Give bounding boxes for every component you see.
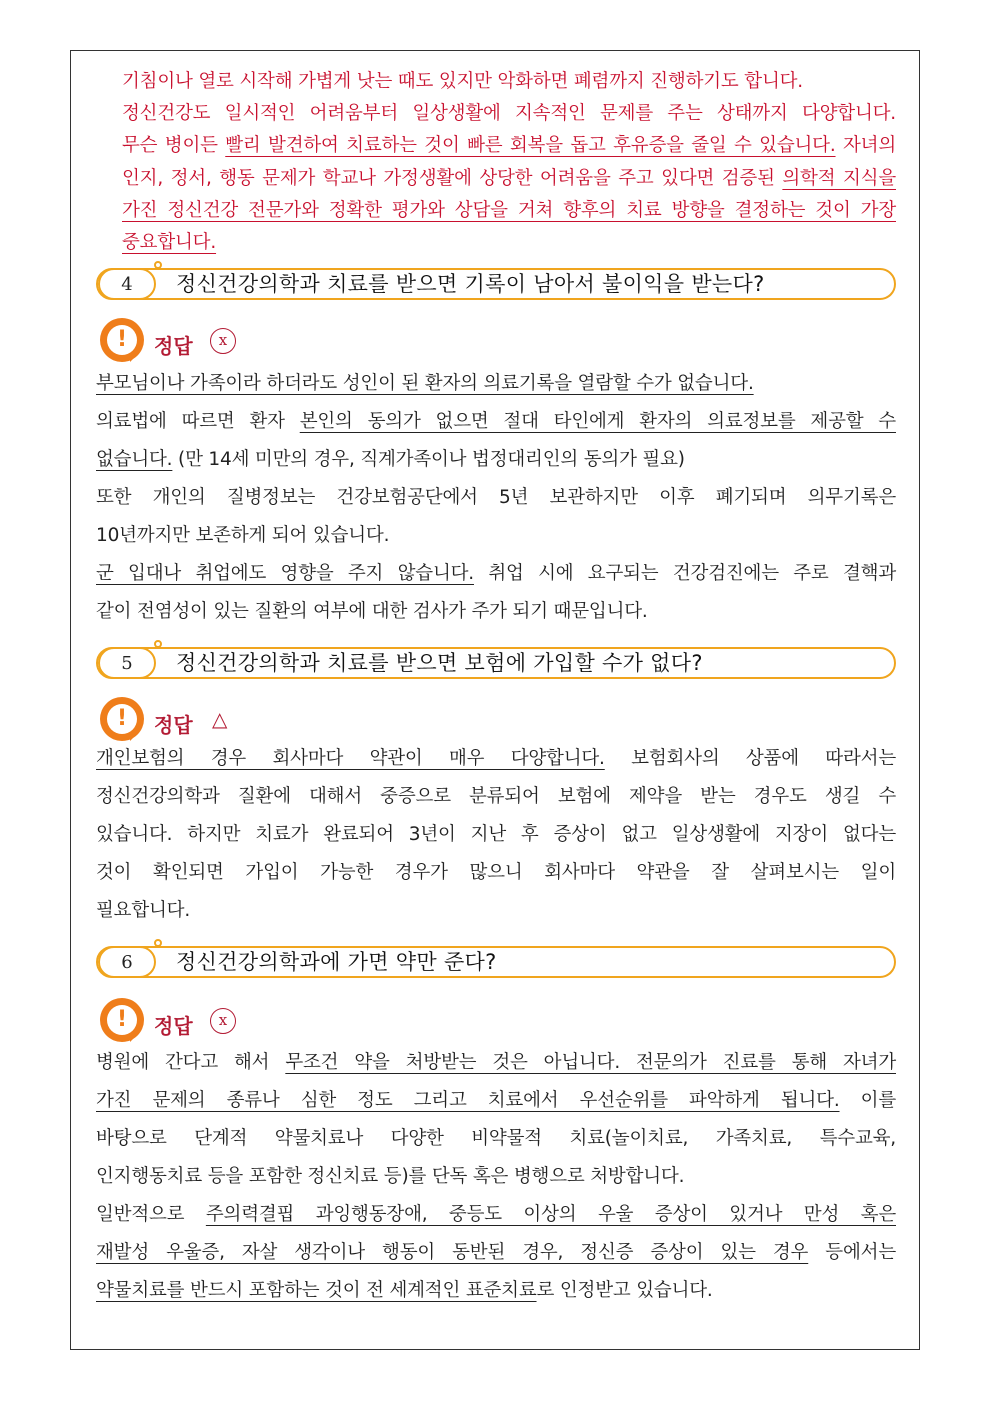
- text-segment: 10년까지만 보존하게 되어 있습니다.: [96, 525, 390, 546]
- underlined-text: 부모님이나 가족이라 하더라도 성인이 된 환자의 의료기록을 열람할 수가 없습니다.: [96, 373, 754, 394]
- text-segment: 같이 전염성이 있는 질환의 여부에 대한 검사가 주가 되기 때문입니다.: [96, 601, 648, 622]
- text-line: [96, 442, 896, 478]
- text-segment: 있습니다. 하지만 치료가 완료되어 3년이 지난 후 증상이 없고 일상생활에 지장이 없다는: [96, 824, 896, 845]
- answer-label: 정답: [154, 713, 193, 737]
- text-segment: 정신건강도 일시적인 어려움부터 일상생활에 지속적인 문제를 주는 상태까지 다양합니다.: [122, 103, 896, 124]
- underlined-text: 개인보험의 경우 회사마다 약관이 매우 다양합니다.: [96, 748, 605, 769]
- text-segment: 무슨 병이든: [122, 135, 226, 156]
- text-line: [122, 193, 896, 229]
- underlined-text: 군 입대나 취업에도 영향을 주지 않습니다.: [96, 563, 474, 584]
- underlined-text: 없습니다.: [96, 449, 173, 470]
- question-text: 정신건강의학과에 가면 약만 준다?: [176, 950, 497, 974]
- text-line: [96, 1159, 896, 1195]
- text-line: [96, 893, 896, 929]
- underlined-text: 재발성 우울증, 자살 생각이나 행동이 동반된 경우, 정신증 증상이 있는 경우: [96, 1242, 809, 1263]
- text-segment: 정신건강의학과 질환에 대해서 중증으로 분류되어 보험에 제약을 받는 경우도 생길 수: [96, 786, 896, 807]
- text-line: [96, 1083, 896, 1119]
- text-line: [96, 779, 896, 815]
- answer-label: 정답: [154, 334, 193, 358]
- question-number: 5: [98, 647, 156, 679]
- text-line: [96, 518, 896, 554]
- text-line: [122, 161, 896, 197]
- text-line: [96, 817, 896, 853]
- text-line: [96, 556, 896, 592]
- text-line: [96, 1121, 896, 1157]
- text-line: [122, 64, 896, 100]
- text-segment: 자녀의: [835, 135, 896, 156]
- wrong-mark-icon: x: [210, 328, 236, 354]
- text-line: [96, 480, 896, 516]
- text-line: [96, 594, 896, 630]
- question-text: 정신건강의학과 치료를 받으면 보험에 가입할 수가 없다?: [176, 651, 703, 675]
- text-segment: 바탕으로 단계적 약물치료나 다양한 비약물적 치료(놀이치료, 가족치료, 특수교육,: [96, 1128, 896, 1149]
- bar-ornament-icon: [154, 939, 162, 947]
- text-line: [122, 225, 896, 261]
- text-segment: 이를: [839, 1090, 896, 1111]
- bar-ornament-icon: [154, 261, 162, 269]
- question-5-bar: [96, 647, 896, 679]
- underlined-text: 본인의 동의가 없으면 절대 타인에게 환자의 의료정보를 제공할 수: [299, 411, 896, 432]
- text-segment: (만 14세 미만의 경우, 직계가족이나 법정대리인의 동의가 필요): [172, 449, 685, 470]
- answer-label: 정답: [154, 1014, 193, 1038]
- underlined-text: 의학적 지식을: [782, 168, 896, 189]
- question-number: 6: [98, 946, 156, 978]
- partial-mark-icon: △: [212, 707, 228, 731]
- text-segment: 것이 확인되면 가입이 가능한 경우가 많으니 회사마다 약관을 잘 살펴보시는 일이: [96, 862, 896, 883]
- text-line: [122, 96, 896, 132]
- text-segment: 인지행동치료 등을 포함한 정신치료 등)를 단독 혹은 병행으로 처방합니다.: [96, 1166, 685, 1187]
- text-segment: 등에서는: [808, 1242, 896, 1263]
- question-6-bar: [96, 946, 896, 978]
- text-line: [96, 1273, 896, 1309]
- underlined-text: 가진 문제의 종류나 심한 정도 그리고 치료에서 우선순위를 파악하게 됩니다.: [96, 1090, 840, 1111]
- text-segment: 병원에 간다고 해서: [96, 1052, 286, 1073]
- question-text: 정신건강의학과 치료를 받으면 기록이 남아서 불이익을 받는다?: [176, 272, 765, 296]
- text-line: [96, 1235, 896, 1271]
- underlined-text: 빨리 발견하여 치료하는 것이 빠른 회복을 돕고 후유증을 줄일 수 있습니다.: [225, 135, 836, 156]
- text-segment: 인지, 정서, 행동 문제가 학교나 가정생활에 상당한 어려움을 주고 있다면 검증된: [122, 168, 783, 189]
- text-segment: 일반적으로: [96, 1204, 206, 1225]
- exclamation-icon: !: [100, 697, 144, 741]
- text-line: [96, 1197, 896, 1233]
- text-line: [96, 366, 896, 402]
- question-number: 4: [98, 268, 156, 300]
- text-line: [122, 128, 896, 164]
- underlined-text: 가진 정신건강 전문가와 정확한 평가와 상담을 거쳐 향후의 치료 방향을 결정하는 것이 가장: [122, 200, 896, 221]
- text-segment: 의료법에 따르면 환자: [96, 411, 300, 432]
- text-line: [96, 404, 896, 440]
- exclamation-icon: !: [100, 318, 144, 362]
- bar-ornament-icon: [154, 640, 162, 648]
- text-line: [96, 741, 896, 777]
- underlined-text: 주의력결핍 과잉행동장애, 중등도 이상의 우울 증상이 있거나 만성 혹은: [205, 1204, 896, 1225]
- wrong-mark-icon: x: [210, 1008, 236, 1034]
- text-segment: 또한 개인의 질병정보는 건강보험공단에서 5년 보관하지만 이후 폐기되며 의무기록은: [96, 487, 896, 508]
- underlined-text: 약물치료를 반드시 포함하는 것이 전 세계적인 표준치료: [96, 1280, 537, 1301]
- question-4-bar: [96, 268, 896, 300]
- underlined-text: 무조건 약을 처방받는 것은 아닙니다. 전문의가 진료를 통해 자녀가: [285, 1052, 896, 1073]
- text-line: [96, 1045, 896, 1081]
- exclamation-icon: !: [100, 998, 144, 1042]
- text-segment: 로 인정받고 있습니다.: [536, 1280, 713, 1301]
- text-segment: 보험회사의 상품에 따라서는: [604, 748, 896, 769]
- text-segment: 기침이나 열로 시작해 가볍게 낫는 때도 있지만 악화하면 폐렴까지 진행하기도 합니다.: [122, 71, 803, 92]
- text-segment: 취업 시에 요구되는 건강검진에는 주로 결핵과: [473, 563, 896, 584]
- text-segment: 필요합니다.: [96, 900, 191, 921]
- underlined-text: 중요합니다.: [122, 232, 217, 253]
- text-line: [96, 855, 896, 891]
